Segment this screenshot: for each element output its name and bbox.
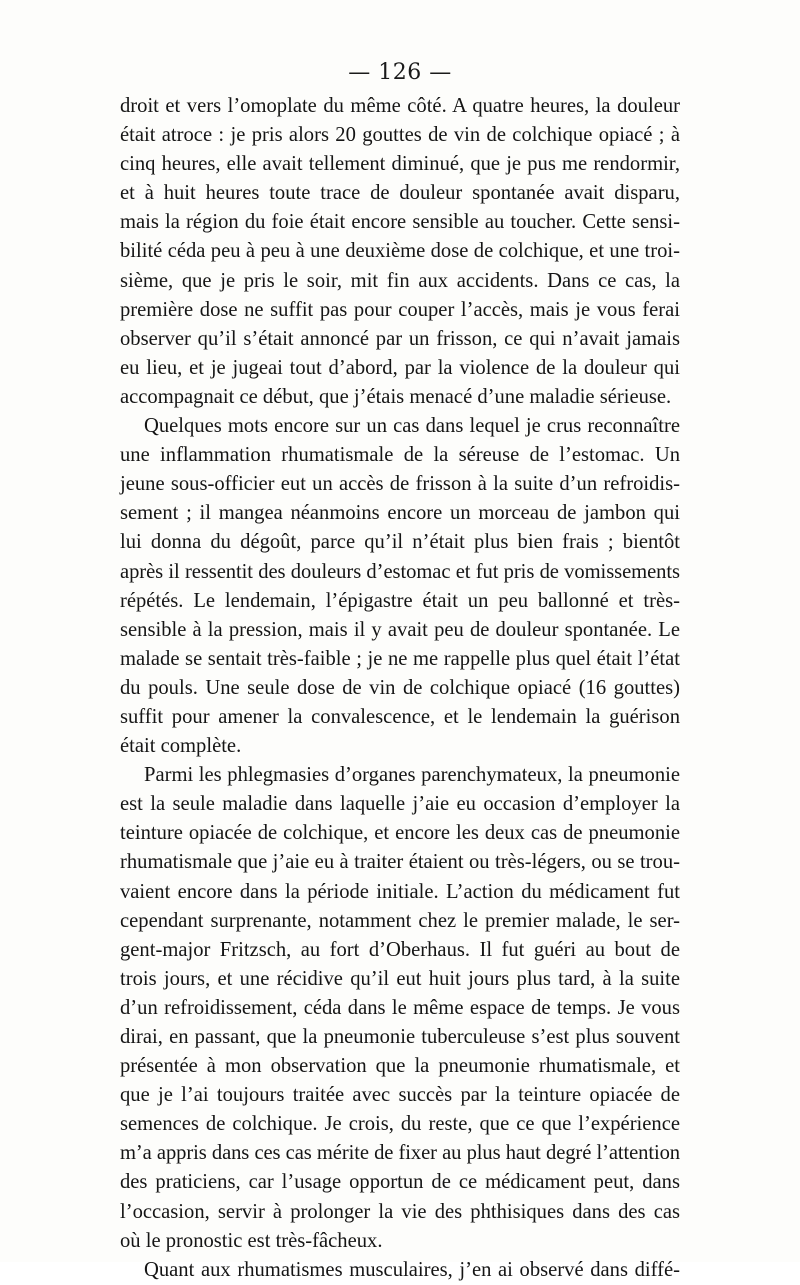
text-line: sième, que je pris le soir, mit fin aux accidents. Dans ce cas, la [120, 269, 680, 292]
text-line: jeune sous-officier eut un accès de frisson à la suite d’un refroidis- [120, 473, 680, 496]
text-line: droit et vers l’omoplate du même côté. A quatre heures, la douleur [120, 95, 680, 117]
text-line: teinture opiacée de colchique, et encore les deux cas de pneumonie [120, 822, 680, 845]
text-line: répétés. Le lendemain, l’épigastre était un peu ballonné et très- [120, 589, 680, 612]
text-line: m’a appris dans ces cas mérite de fixer au plus haut degré l’attention [120, 1142, 680, 1165]
text-line: une inflammation rhumatismale de la séreuse de l’estomac. Un [120, 444, 680, 467]
text-line: rhumatismale que j’aie eu à traiter étaient ou très-légers, ou se trou- [120, 851, 680, 874]
text-line: malade se sentait très-faible ; je ne me rappelle plus quel était l’état [120, 647, 680, 670]
text-line: était atroce : je pris alors 20 gouttes de vin de colchique opiacé ; à [120, 124, 680, 147]
text-line: où le pronostic est très-fâcheux. [120, 1229, 383, 1252]
text-line: cinq heures, elle avait tellement diminué, que je pus me rendormir, [120, 153, 680, 176]
text-line: eu lieu, et je jugeai tout d’abord, par la violence de la douleur qui [120, 356, 680, 379]
text-line: dirai, en passant, que la pneumonie tuberculeuse s’est plus souvent [120, 1026, 680, 1048]
text-line: présentée à mon observation que la pneumonie rhumatismale, et [120, 1055, 680, 1078]
text-line: gent-major Fritzsch, au fort d’Oberhaus. Il fut guéri au bout de [120, 938, 680, 961]
text-line: semences de colchique. Je crois, du reste, que ce que l’expérience [120, 1113, 680, 1136]
text-line: Quant aux rhumatismes musculaires, j’en ai observé dans diffé- [144, 1258, 680, 1281]
text-line: était complète. [120, 735, 242, 758]
text-line: que je l’ai toujours traitée avec succès par la teinture opiacée de [120, 1084, 680, 1107]
text-line: Quelques mots encore sur un cas dans lequel je crus reconnaître [144, 415, 680, 438]
text-line: mais la région du foie était encore sensible au toucher. Cette sensi- [120, 211, 680, 234]
body-text [120, 92, 680, 1285]
text-line: trois jours, et une récidive qu’il eut huit jours plus tard, à la suite [120, 967, 680, 990]
text-line: accompagnait ce début, que j’étais menacé d’une maladie sérieuse. [120, 385, 672, 408]
text-line: vaient encore dans la période initiale. L’action du médicament fut [120, 880, 680, 903]
text-line: bilité céda peu à peu à une deuxième dose de colchique, et une troi- [120, 240, 680, 263]
text-line: sement ; il mangea néanmoins encore un morceau de jambon qui [120, 502, 680, 525]
text-line: d’un refroidissement, céda dans le même espace de temps. Je vous [120, 996, 680, 1019]
page-number: — 126 — [348, 60, 452, 85]
text-line: l’occasion, servir à prolonger la vie des phthisiques dans des cas [120, 1200, 680, 1223]
text-line: sensible à la pression, mais il y avait peu de douleur spontanée. Le [120, 618, 680, 641]
text-line: du pouls. Une seule dose de vin de colchique opiacé (16 gouttes) [120, 676, 680, 699]
text-line: et à huit heures toute trace de douleur spontanée avait disparu, [120, 182, 680, 205]
text-line: des praticiens, car l’usage opportun de ce médicament peut, dans [120, 1171, 680, 1194]
text-line: est la seule maladie dans laquelle j’aie eu occasion d’employer la [120, 793, 680, 816]
text-line: première dose ne suffit pas pour couper l’accès, mais je vous ferai [120, 298, 680, 321]
text-line: observer qu’il s’était annoncé par un frisson, ce qui n’avait jamais [120, 327, 680, 350]
text-line: après il ressentit des douleurs d’estomac et fut pris de vomissements [120, 560, 680, 583]
text-line: cependant surprenante, notamment chez le premier malade, le ser- [120, 909, 680, 932]
text-line: suffit pour amener la convalescence, et le lendemain la guérison [120, 705, 680, 728]
text-line: Parmi les phlegmasies d’organes parenchymateux, la pneumonie [144, 764, 680, 787]
text-line: lui donna du dégoût, parce qu’il n’était plus bien frais ; bientôt [120, 531, 680, 554]
